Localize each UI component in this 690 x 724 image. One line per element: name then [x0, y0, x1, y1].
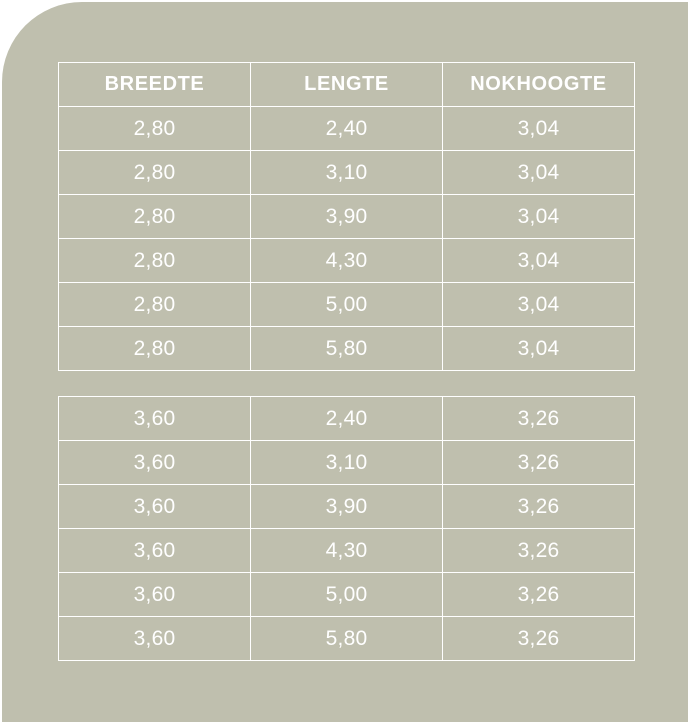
cell-nokhoogte: 3,26 [443, 485, 635, 529]
table-row [59, 485, 635, 529]
cell-breedte: 3,60 [59, 617, 251, 661]
cell-nokhoogte: 3,26 [443, 617, 635, 661]
cell-nokhoogte: 3,04 [443, 239, 635, 283]
cell-nokhoogte: 3,26 [443, 441, 635, 485]
table-row [59, 327, 635, 371]
table-row [59, 617, 635, 661]
cell-nokhoogte: 3,26 [443, 573, 635, 617]
table-row [59, 151, 635, 195]
cell-nokhoogte: 3,04 [443, 283, 635, 327]
cell-lengte: 3,90 [251, 485, 443, 529]
cell-breedte: 2,80 [59, 327, 251, 371]
dimensions-table-group-2 [58, 396, 635, 661]
table-row [59, 441, 635, 485]
cell-lengte: 5,80 [251, 327, 443, 371]
table-row [59, 107, 635, 151]
dimensions-panel [2, 2, 688, 722]
table-row [59, 573, 635, 617]
cell-breedte: 2,80 [59, 151, 251, 195]
cell-lengte: 2,40 [251, 397, 443, 441]
cell-breedte: 2,80 [59, 239, 251, 283]
table-row [59, 239, 635, 283]
cell-lengte: 3,90 [251, 195, 443, 239]
cell-nokhoogte: 3,04 [443, 151, 635, 195]
cell-nokhoogte: 3,04 [443, 107, 635, 151]
table-row [59, 195, 635, 239]
header-breedte: BREEDTE [59, 63, 251, 107]
cell-breedte: 3,60 [59, 485, 251, 529]
cell-breedte: 3,60 [59, 529, 251, 573]
table-row [59, 397, 635, 441]
cell-lengte: 3,10 [251, 151, 443, 195]
cell-breedte: 3,60 [59, 397, 251, 441]
cell-lengte: 3,10 [251, 441, 443, 485]
cell-nokhoogte: 3,04 [443, 327, 635, 371]
cell-breedte: 3,60 [59, 441, 251, 485]
cell-nokhoogte: 3,26 [443, 397, 635, 441]
cell-lengte: 4,30 [251, 529, 443, 573]
cell-breedte: 3,60 [59, 573, 251, 617]
cell-lengte: 5,00 [251, 573, 443, 617]
table-row [59, 283, 635, 327]
cell-lengte: 2,40 [251, 107, 443, 151]
cell-lengte: 4,30 [251, 239, 443, 283]
table-header-row [59, 63, 635, 107]
cell-breedte: 2,80 [59, 283, 251, 327]
cell-lengte: 5,00 [251, 283, 443, 327]
header-lengte: LENGTE [251, 63, 443, 107]
cell-breedte: 2,80 [59, 107, 251, 151]
cell-lengte: 5,80 [251, 617, 443, 661]
cell-nokhoogte: 3,04 [443, 195, 635, 239]
cell-breedte: 2,80 [59, 195, 251, 239]
dimensions-table-group-1 [58, 62, 635, 371]
cell-nokhoogte: 3,26 [443, 529, 635, 573]
table-row [59, 529, 635, 573]
header-nokhoogte: NOKHOOGTE [443, 63, 635, 107]
